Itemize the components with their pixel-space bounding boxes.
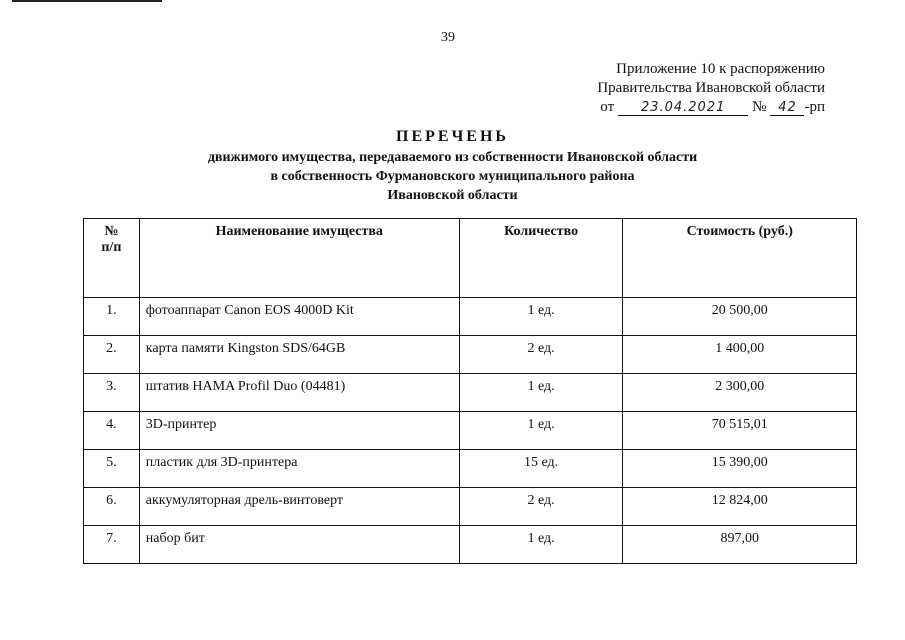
row-qty: 1 ед.	[459, 412, 623, 450]
handwritten-number: 42	[770, 101, 804, 116]
table-row	[84, 488, 857, 526]
row-num: 7.	[84, 526, 140, 564]
table-row	[84, 298, 857, 336]
table-row	[84, 412, 857, 450]
row-cost: 2 300,00	[623, 374, 857, 412]
header-num: № п/п	[84, 219, 140, 298]
row-cost: 15 390,00	[623, 450, 857, 488]
row-qty: 15 ед.	[459, 450, 623, 488]
header-qty: Количество	[459, 219, 623, 298]
row-cost: 897,00	[623, 526, 857, 564]
row-name: пластик для 3D-принтера	[139, 450, 459, 488]
row-qty: 2 ед.	[459, 488, 623, 526]
number-suffix: -рп	[804, 99, 825, 115]
page-number: 39	[441, 30, 455, 45]
row-num: 6.	[84, 488, 140, 526]
table-row	[84, 450, 857, 488]
title-line-3: Ивановской области	[387, 188, 518, 203]
document-title	[0, 128, 905, 205]
row-num: 3.	[84, 374, 140, 412]
row-name: штатив HAMA Profil Duo (04481)	[139, 374, 459, 412]
row-qty: 1 ед.	[459, 298, 623, 336]
number-prefix: №	[752, 99, 767, 115]
row-qty: 1 ед.	[459, 374, 623, 412]
date-prefix: от	[600, 99, 615, 115]
table-row	[84, 526, 857, 564]
title-line-2: в собственность Фурмановского муниципального района	[270, 169, 635, 184]
title-line-1: движимого имущества, передаваемого из собственности Ивановской области	[207, 150, 698, 165]
row-name: 3D-принтер	[139, 412, 459, 450]
row-cost: 1 400,00	[623, 336, 857, 374]
top-rule	[12, 0, 162, 2]
row-cost: 20 500,00	[623, 298, 857, 336]
row-cost: 12 824,00	[623, 488, 857, 526]
row-num: 2.	[84, 336, 140, 374]
row-qty: 2 ед.	[459, 336, 623, 374]
property-table	[83, 218, 857, 564]
header-name: Наименование имущества	[139, 219, 459, 298]
header-cost: Стоимость (руб.)	[623, 219, 857, 298]
row-cost: 70 515,01	[623, 412, 857, 450]
appendix-block	[597, 60, 825, 117]
appendix-line-2: Правительства Ивановской области	[597, 80, 825, 96]
row-name: аккумуляторная дрель-винтоверт	[139, 488, 459, 526]
appendix-date-row	[597, 98, 825, 117]
title-heading: ПЕРЕЧЕНЬ	[396, 128, 509, 145]
table-header-row	[84, 219, 857, 298]
table-row	[84, 336, 857, 374]
table-row	[84, 374, 857, 412]
appendix-line-1: Приложение 10 к распоряжению	[616, 61, 825, 77]
row-num: 4.	[84, 412, 140, 450]
row-name: карта памяти Kingston SDS/64GB	[139, 336, 459, 374]
handwritten-date: 23.04.2021	[618, 101, 748, 116]
row-qty: 1 ед.	[459, 526, 623, 564]
row-name: фотоаппарат Canon EOS 4000D Kit	[139, 298, 459, 336]
row-num: 5.	[84, 450, 140, 488]
row-name: набор бит	[139, 526, 459, 564]
row-num: 1.	[84, 298, 140, 336]
